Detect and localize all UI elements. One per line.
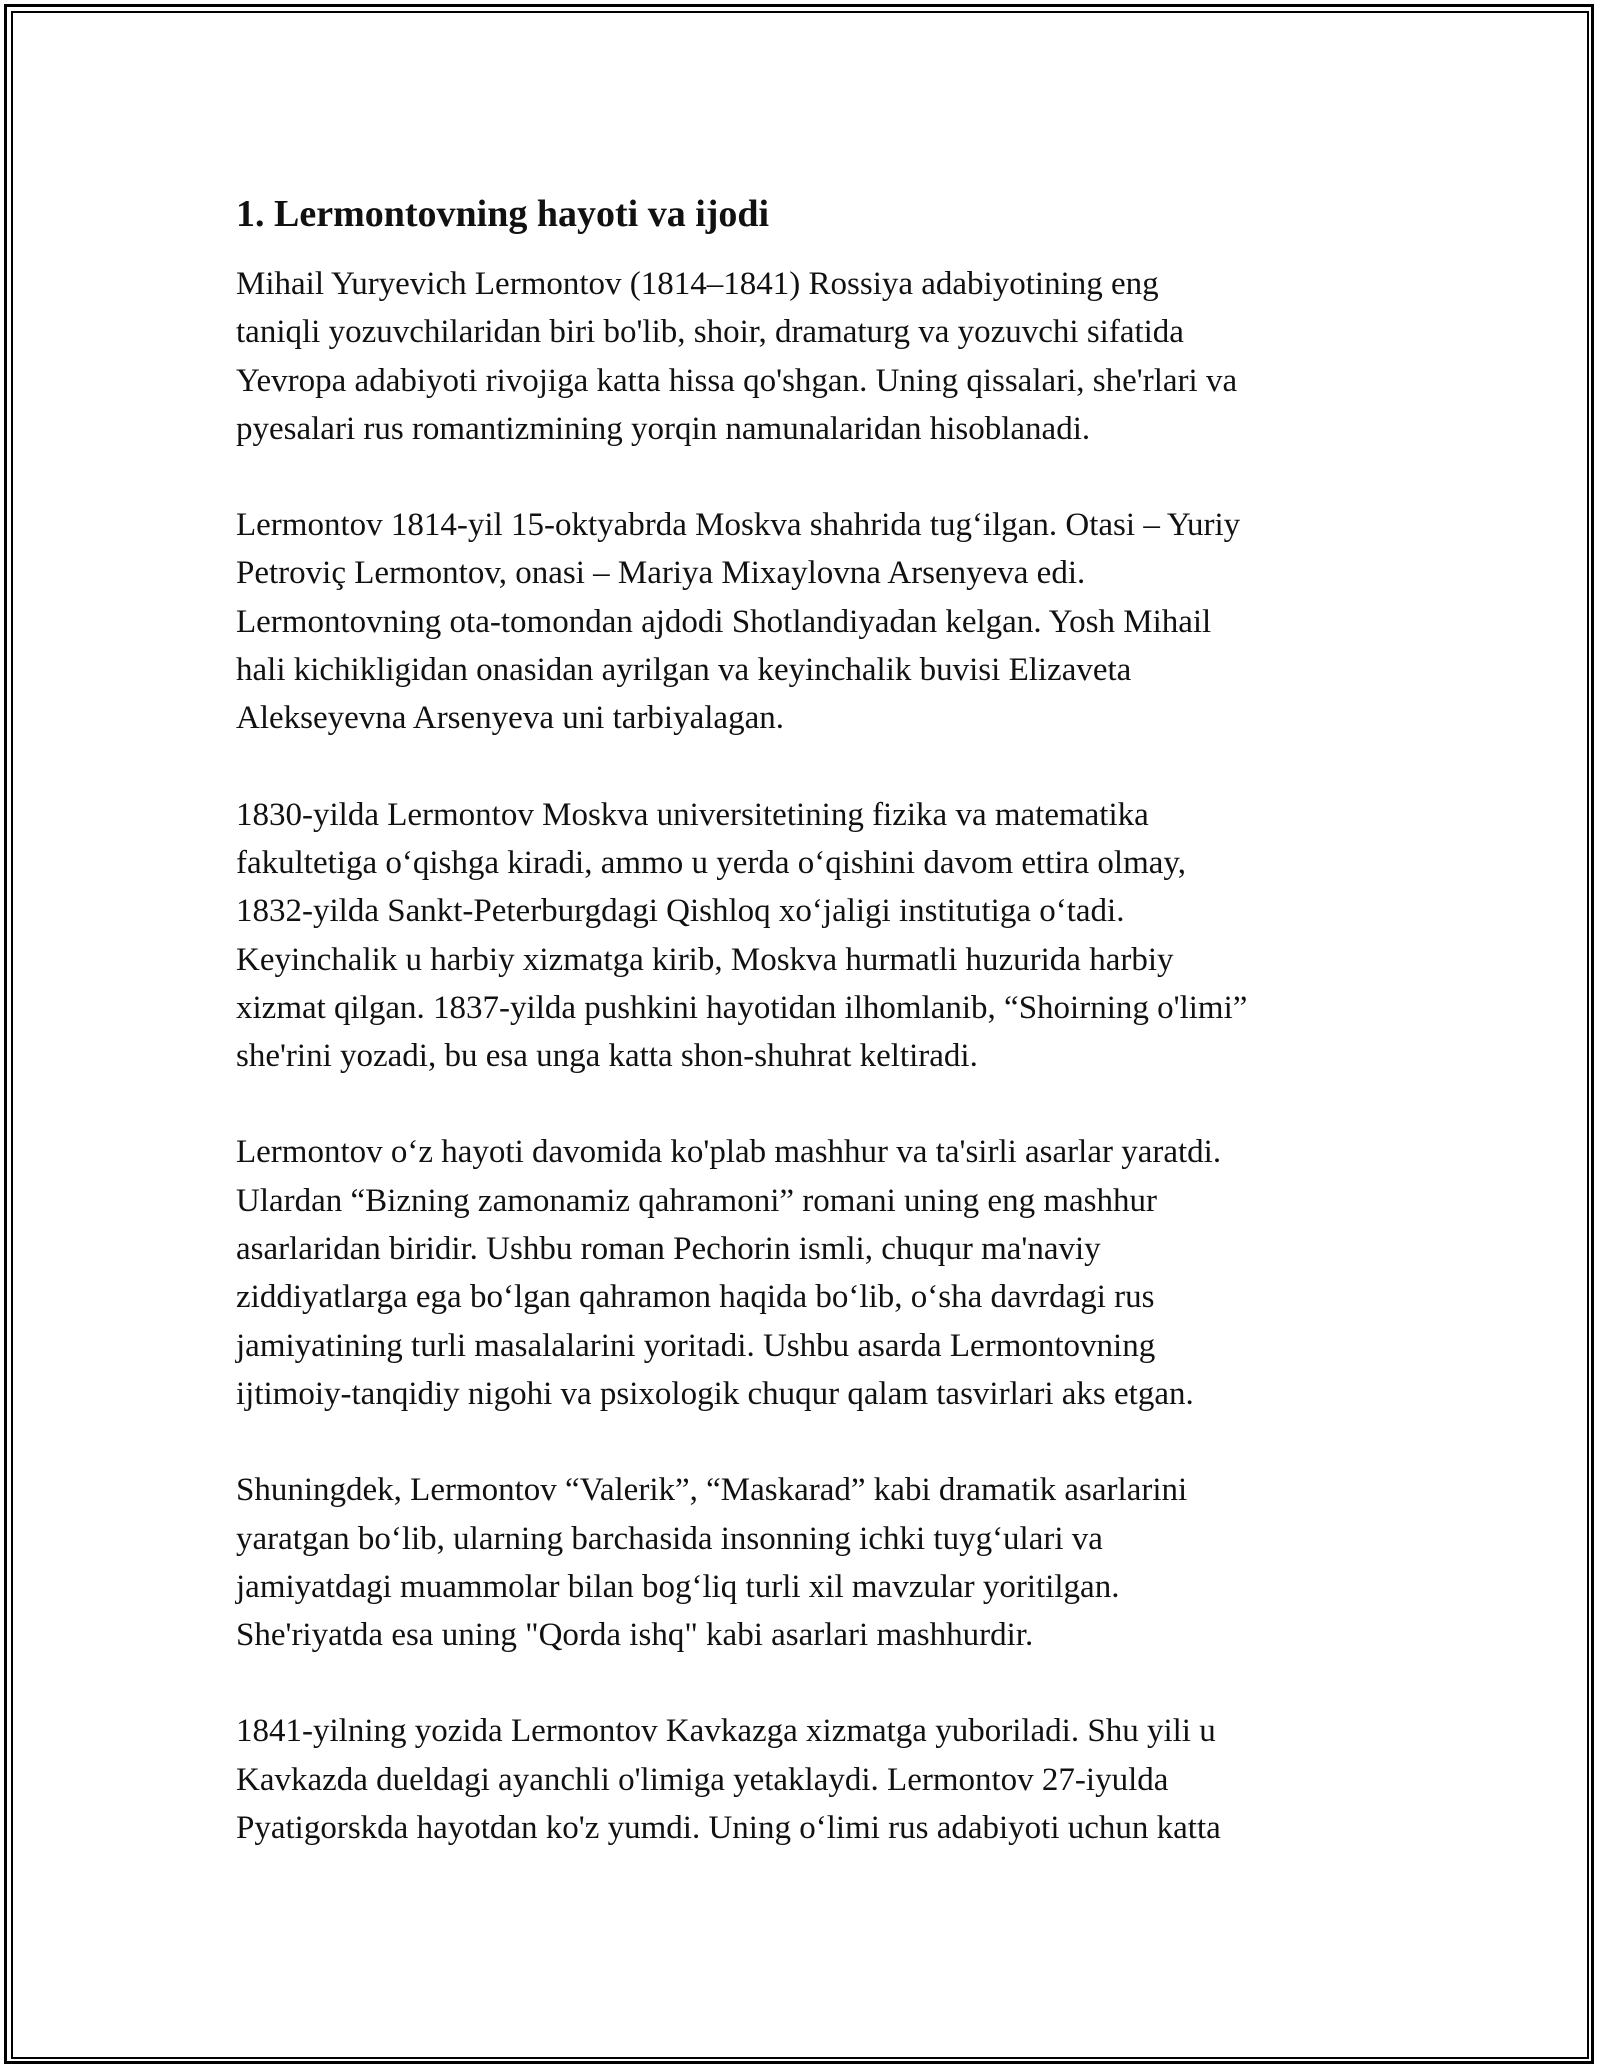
text-line: jamiyatining turli masalalarini yoritadi. Ushbu asarda Lermontovning <box>236 1327 1156 1364</box>
document-page <box>236 190 1376 1900</box>
text-line: ijtimoiy-tanqidiy nigohi va psixologik chuqur qalam tasvirlari aks etgan. <box>236 1375 1194 1412</box>
text-line: Keyinchalik u harbiy xizmatga kirib, Moskva hurmatli huzurida harbiy <box>236 941 1174 978</box>
text-line: she'rini yozadi, bu esa unga katta shon-shuhrat keltiradi. <box>236 1038 978 1075</box>
paragraph-intro <box>236 260 1376 453</box>
text-line: yaratgan bo‘lib, ularning barchasida insonning ichki tuyg‘ulari va <box>236 1520 1103 1557</box>
text-line: xizmat qilgan. 1837-yilda pushkini hayotidan ilhomlanib, “Shoirning o'limi” <box>236 989 1248 1026</box>
text-line: Kavkazda dueldagi ayanchli o'limiga yetaklaydi. Lermontov 27-iyulda <box>236 1761 1169 1798</box>
text-line: Alekseyevna Arsenyeva uni tarbiyalagan. <box>236 700 784 737</box>
text-line: Shuningdek, Lermontov “Valerik”, “Maskarad” kabi dramatik asarlarini <box>236 1472 1188 1509</box>
text-line: 1841-yilning yozida Lermontov Kavkazga xizmatga yuboriladi. Shu yili u <box>236 1713 1216 1750</box>
text-line: asarlaridan biridir. Ushbu roman Pechorin ismli, chuqur ma'naviy <box>236 1231 1101 1268</box>
text-line: Lermontovning ota-tomondan ajdodi Shotlandiyadan kelgan. Yosh Mihail <box>236 603 1212 640</box>
text-line: Pyatigorskda hayotdan ko'z yumdi. Uning o‘limi rus adabiyoti uchun katta <box>236 1810 1221 1847</box>
document-title: 1. Lermontovning hayoti va ijodi <box>236 193 770 235</box>
text-line: She'riyatda esa uning "Qorda ishq" kabi asarlari mashhurdir. <box>236 1617 1034 1654</box>
text-line: pyesalari rus romantizmining yorqin namunalaridan hisoblanadi. <box>236 410 1091 447</box>
paragraph-birth <box>236 501 1376 742</box>
text-line: 1832-yilda Sankt-Peterburgdagi Qishloq xo‘jaligi institutiga o‘tadi. <box>236 893 1125 930</box>
paragraph-works <box>236 1128 1376 1418</box>
text-line: Petroviç Lermontov, onasi – Mariya Mixaylovna Arsenyeva edi. <box>236 555 1086 592</box>
text-line: ziddiyatlarga ega bo‘lgan qahramon haqida bo‘lib, o‘sha davrdagi rus <box>236 1279 1155 1316</box>
text-line: taniqli yozuvchilaridan biri bo'lib, shoir, dramaturg va yozuvchi sifatida <box>236 314 1184 351</box>
text-line: hali kichikligidan onasidan ayrilgan va keyinchalik buvisi Elizaveta <box>236 652 1132 689</box>
text-line: Mihail Yuryevich Lermontov (1814–1841) Rossiya adabiyotining eng <box>236 266 1159 302</box>
text-line: Ulardan “Bizning zamonamiz qahramoni” romani uning eng mashhur <box>236 1182 1157 1219</box>
paragraph-education <box>236 791 1376 1081</box>
text-line: jamiyatdagi muammolar bilan bog‘liq turli xil mavzular yoritilgan. <box>236 1568 1120 1605</box>
text-line: fakultetiga o‘qishga kiradi, ammo u yerda o‘qishini davom ettira olmay, <box>236 844 1187 881</box>
text-line: Yevropa adabiyoti rivojiga katta hissa qo'shgan. Uning qissalari, she'rlari va <box>236 362 1238 399</box>
text-line: Lermontov o‘z hayoti davomida ko'plab mashhur va ta'sirli asarlar yaratdi. <box>236 1134 1222 1171</box>
text-line: Lermontov 1814-yil 15-oktyabrda Moskva shahrida tug‘ilgan. Otasi – Yuriy <box>236 507 1241 544</box>
text-line: 1830-yilda Lermontov Moskva universitetining fizika va matematika <box>236 796 1149 833</box>
paragraph-dramas <box>236 1466 1376 1659</box>
paragraph-death <box>236 1707 1376 1852</box>
